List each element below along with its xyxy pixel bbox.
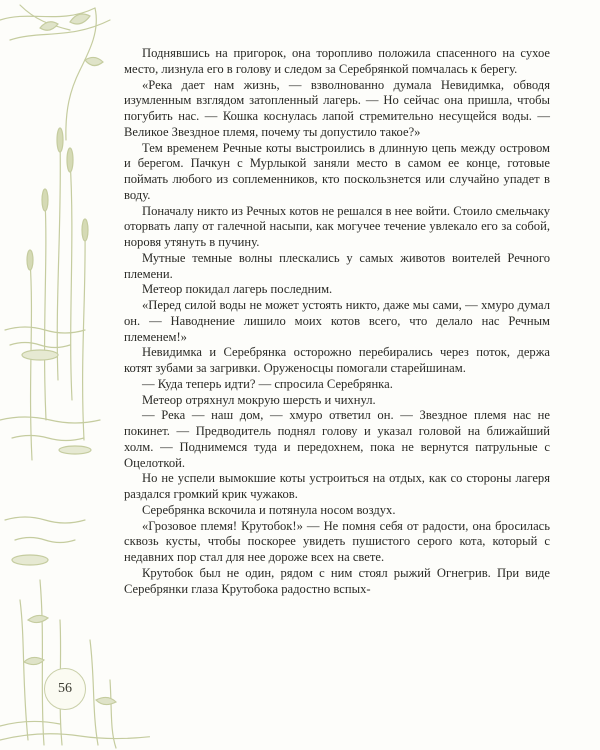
page-number: 56 bbox=[44, 668, 86, 710]
paragraph: Поднявшись на пригорок, она торопливо положила спасенного на сухое место, лизнула его в голову и следом за Серебрянкой помчалась к берегу. bbox=[124, 46, 550, 76]
paragraph: «Река дает нам жизнь, — взволнованно думала Невидимка, обводя изумленным взглядом затопленный лагерь. — Но сейчас она пришла, чтобы погубить нас. — Кошка коснулась лапой стремительно несущейся воды. — Великое Звездное племя, почему ты допустило такое?» bbox=[124, 77, 550, 139]
paragraph: Тем временем Речные коты выстроились в длинную цепь между островом и берегом. Пачкун с Мурлыкой заняли место в самом ее конце, готовые поймать любого из соплеменников, кто поскользнется или случайно упадет в воду. bbox=[124, 140, 550, 202]
page-text bbox=[124, 46, 550, 597]
paragraph: «Перед силой воды не может устоять никто, даже мы сами, — хмуро думал он. — Наводнение лишило моих котов всего, что делало нас Речным племенем!» bbox=[124, 298, 550, 344]
paragraph: «Грозовое племя! Крутобок!» — Не помня себя от радости, она бросилась сквозь кусты, чтобы поскорее увидеть пушистого серого кота, который с недавних пор стал для нее дороже всех на свете. bbox=[124, 518, 550, 564]
paragraph: Поначалу никто из Речных котов не решался в нее войти. Стоило смельчаку оторвать лапу от галечной насыпи, как могучее течение увлекало его за собой, норовя утянуть в пучину. bbox=[124, 203, 550, 249]
paragraph: Крутобок был не один, рядом с ним стоял рыжий Огнегрив. При виде Серебрянки глаза Крутобока радостно вспых- bbox=[124, 565, 550, 596]
paragraph: Мутные темные волны плескались у самых животов воителей Речного племени. bbox=[124, 250, 550, 281]
paragraph: — Куда теперь идти? — спросила Серебрянка. bbox=[142, 376, 393, 391]
paragraph: Метеор покидал лагерь последним. bbox=[142, 282, 333, 297]
paragraph: Невидимка и Серебрянка осторожно перебирались через поток, держа котят зубами за загривки. Оруженосцы помогали старейшинам. bbox=[124, 345, 550, 375]
paragraph: Но не успели вымокшие коты устроиться на отдых, как со стороны лагеря раздался громкий крик чужаков. bbox=[124, 471, 550, 501]
paragraph: Серебрянка вскочила и потянула носом воздух. bbox=[142, 502, 396, 517]
paragraph: Метеор отряхнул мокрую шерсть и чихнул. bbox=[142, 392, 376, 407]
paragraph: — Река — наш дом, — хмуро ответил он. — Звездное племя нас не покинет. — Предводитель поднял голову и указал головой на ближайший холм. — Поднимемся туда и передохнем, пока не вернутся патрульные с Оцелоткой. bbox=[124, 408, 550, 470]
